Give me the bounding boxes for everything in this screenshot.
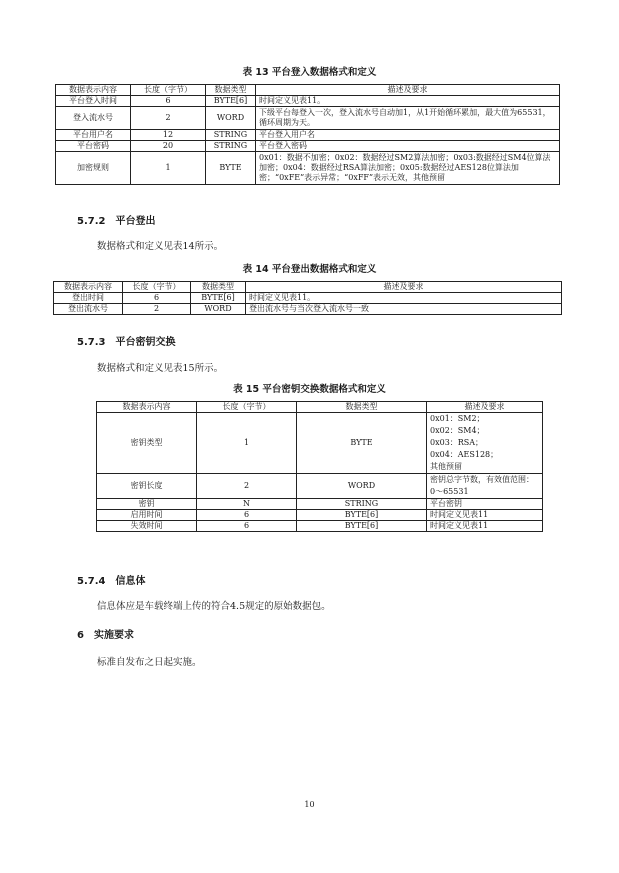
table-cell: STRING — [297, 499, 427, 510]
paragraph: 信息体应是车载终端上传的符合4.5规定的原始数据包。 — [97, 601, 331, 612]
section-heading: 5.7.3 平台密钥交换 — [77, 337, 176, 348]
table-cell: 2 — [197, 474, 297, 499]
table-cell: 密钥长度 — [97, 474, 197, 499]
table14-header-cell: 数据表示内容 — [54, 282, 123, 293]
table-cell: STRING — [206, 141, 256, 152]
table-cell: 20 — [131, 141, 206, 152]
table-row — [97, 474, 543, 499]
table-cell: WORD — [297, 474, 427, 499]
table-row — [56, 141, 560, 152]
table-cell: 密钥类型 — [97, 413, 197, 474]
table-row — [56, 96, 560, 107]
table-cell: 时间定义见表11。 — [256, 96, 560, 107]
table-row — [97, 499, 543, 510]
key-type-line: 其他预留 — [430, 462, 462, 471]
table-cell: BYTE[6] — [297, 521, 427, 532]
table-cell: 下级平台每登入一次，登入流水号自动加1，从1开始循环累加，最大值为65531，循环周期为天。 — [256, 107, 560, 130]
table14-caption: 表 14 平台登出数据格式和定义 — [242, 264, 377, 275]
table-cell: WORD — [191, 304, 246, 315]
table-row — [97, 413, 543, 474]
table-cell: BYTE[6] — [206, 96, 256, 107]
table14 — [53, 281, 562, 315]
table-cell: 时间定义见表11 — [427, 510, 543, 521]
table15-header-cell: 描述及要求 — [427, 402, 543, 413]
table-cell: 登出时间 — [54, 293, 123, 304]
table-cell: 失效时间 — [97, 521, 197, 532]
table-cell: 密钥 — [97, 499, 197, 510]
table-cell: 加密规则 — [56, 152, 131, 185]
table-cell: 平台登入密码 — [256, 141, 560, 152]
table-cell: 6 — [123, 293, 191, 304]
table-cell: 平台密码 — [56, 141, 131, 152]
section-heading: 5.7.2 平台登出 — [77, 216, 156, 227]
table-cell: STRING — [206, 130, 256, 141]
table-row — [97, 510, 543, 521]
section-heading: 6 实施要求 — [77, 630, 134, 641]
table-cell: 6 — [197, 510, 297, 521]
table-cell: 登出流水号 — [54, 304, 123, 315]
table-cell: 平台用户名 — [56, 130, 131, 141]
table15-header-cell: 长度（字节） — [197, 402, 297, 413]
table-cell: 0x01：数据不加密；0x02：数据经过SM2算法加密；0x03:数据经过SM4位算法加密；0x04：数据经过RSA算法加密；0x05:数据经过AES128位算法加密；“0xFE”表示异常；“0xFF”表示无效，其他预留 — [256, 152, 560, 185]
table-cell — [427, 413, 543, 474]
table-cell: 6 — [131, 96, 206, 107]
table-cell: 时间定义见表11 — [427, 521, 543, 532]
table13-header-cell: 数据类型 — [206, 85, 256, 96]
table-cell: 12 — [131, 130, 206, 141]
table-cell: 平台登入时间 — [56, 96, 131, 107]
table13-header-row — [56, 85, 560, 96]
key-type-line: 0x01：SM2； — [430, 414, 485, 423]
table-cell: 2 — [123, 304, 191, 315]
table15 — [96, 401, 543, 532]
table-cell: 时间定义见表11。 — [246, 293, 562, 304]
table-cell: N — [197, 499, 297, 510]
table14-header-row — [54, 282, 562, 293]
table15-caption: 表 15 平台密钥交换数据格式和定义 — [233, 384, 386, 395]
table13-header-cell: 数据表示内容 — [56, 85, 131, 96]
table-cell: 密钥总字节数，有效值范围：0～65531 — [427, 474, 543, 499]
table14-header-cell: 长度（字节） — [123, 282, 191, 293]
table-row — [56, 152, 560, 185]
table13-caption: 表 13 平台登入数据格式和定义 — [242, 67, 377, 78]
table-cell: BYTE[6] — [191, 293, 246, 304]
table-cell: 1 — [131, 152, 206, 185]
table-cell: BYTE — [297, 413, 427, 474]
table-row — [56, 107, 560, 130]
table15-header-row — [97, 402, 543, 413]
table13-header-cell: 描述及要求 — [256, 85, 560, 96]
table-cell: 1 — [197, 413, 297, 474]
table-cell: WORD — [206, 107, 256, 130]
section-heading: 5.7.4 信息体 — [77, 576, 146, 587]
table-cell: 启用时间 — [97, 510, 197, 521]
table-cell: 平台登入用户名 — [256, 130, 560, 141]
table-row — [56, 130, 560, 141]
table14-header-cell: 描述及要求 — [246, 282, 562, 293]
table15-header-cell: 数据类型 — [297, 402, 427, 413]
table-cell: 6 — [197, 521, 297, 532]
paragraph: 数据格式和定义见表14所示。 — [97, 241, 224, 252]
paragraph: 数据格式和定义见表15所示。 — [97, 363, 224, 374]
table-cell: 平台密钥 — [427, 499, 543, 510]
key-type-line: 0x02：SM4； — [430, 426, 485, 435]
table15-header-cell: 数据表示内容 — [97, 402, 197, 413]
table-row — [97, 521, 543, 532]
table14-header-cell: 数据类型 — [191, 282, 246, 293]
table13-header-cell: 长度（字节） — [131, 85, 206, 96]
page-number: 10 — [304, 800, 315, 809]
table-cell: 2 — [131, 107, 206, 130]
table-cell: 登出流水号与当次登入流水号一致 — [246, 304, 562, 315]
paragraph: 标准自发布之日起实施。 — [97, 657, 202, 668]
table-cell: BYTE[6] — [297, 510, 427, 521]
key-type-line: 0x04：AES128； — [430, 450, 499, 459]
table-cell: 登入流水号 — [56, 107, 131, 130]
table-cell: BYTE — [206, 152, 256, 185]
table-row — [54, 293, 562, 304]
key-type-line: 0x03：RSA； — [430, 438, 484, 447]
table13 — [55, 84, 560, 185]
table-row — [54, 304, 562, 315]
